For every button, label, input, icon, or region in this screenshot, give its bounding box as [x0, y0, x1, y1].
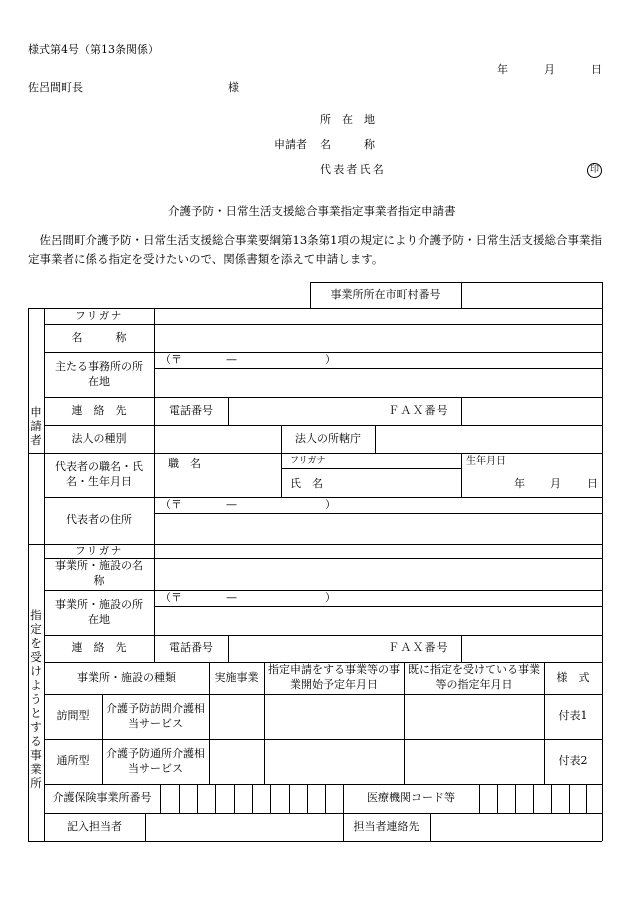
rep-address-field[interactable] [154, 513, 602, 544]
office-address-label: 主たる事務所の所在地 [55, 359, 143, 388]
applicant-rep-label: 代表者氏名 [320, 163, 386, 176]
applicant-role-label: 申請者 [274, 138, 307, 151]
style-header: 様 式 [556, 670, 590, 684]
body-text: 佐呂間町介護予防・日常生活支援総合事業要綱第13条第1項の規定により介護予防・日常生活支援総合事業指定事業者に係る指定を受けたいので、関係書類を添えて申請します。 [28, 233, 602, 266]
facility-postal-field[interactable]: （〒 — ） [160, 590, 336, 604]
recorder-label: 記入担当者 [67, 819, 122, 833]
existing-date-header: 既に指定を受けている事業等の指定年月日 [408, 663, 540, 691]
facility-tel-field[interactable] [228, 635, 376, 662]
applicant-address-label: 所 在 地 [320, 113, 375, 126]
row1-impl-field[interactable] [209, 694, 264, 739]
row2-impl-field[interactable] [209, 739, 264, 784]
rep-title-field[interactable] [154, 468, 281, 497]
row2-existing-date-field[interactable] [404, 739, 544, 784]
row2-service: 介護予防通所介護相当サービス [106, 746, 205, 775]
facility-furigana-label: フリガナ [75, 544, 123, 557]
seal-mark: 印 [587, 163, 602, 178]
applicant-name-row-label: 名 称 [71, 330, 127, 344]
birth-year-label: 年 [514, 477, 525, 490]
addressee-name: 佐呂間町長 [28, 81, 83, 94]
facility-tel-label: 電話番号 [169, 641, 213, 655]
rep-address-label: 代表者の住所 [66, 513, 132, 527]
date-month-label: 月 [544, 63, 555, 76]
muni-number-field[interactable] [461, 282, 602, 308]
medical-code-label: 医療機関コード等 [367, 791, 455, 805]
facility-type-header: 事業所・施設の種類 [77, 670, 176, 684]
muni-number-label: 事業所所在市町村番号 [330, 287, 441, 301]
facility-name-label: 事業所・施設の名称 [55, 559, 143, 587]
row1-style: 付表1 [558, 709, 588, 723]
row2-style: 付表2 [558, 754, 588, 768]
rep-name-label: 氏 名 [290, 477, 323, 490]
office-postal-field[interactable]: （〒 — ） [160, 352, 336, 366]
section-applicant-label: 申請者 [30, 405, 42, 448]
rep-postal-field[interactable]: （〒 — ） [160, 497, 336, 511]
facility-address-label: 事業所・施設の所在地 [55, 597, 143, 626]
row1-category: 訪問型 [56, 709, 90, 723]
birth-label: 生年月日 [466, 456, 506, 467]
row1-service: 介護予防訪問介護相当サービス [106, 701, 205, 730]
contact-person-label: 担当者連絡先 [353, 819, 420, 833]
rep-name-field[interactable] [340, 468, 461, 497]
applicant-name-label: 名 称 [320, 138, 375, 151]
insurance-no-label: 介護保険事業所番号 [52, 791, 152, 805]
applicant-tel-field[interactable] [228, 397, 376, 425]
row2-start-date-field[interactable] [264, 739, 404, 784]
row1-existing-date-field[interactable] [404, 694, 544, 739]
applicant-tel-label: 電話番号 [169, 403, 213, 417]
rep-title-label: 職 名 [168, 457, 201, 470]
contact-person-field[interactable] [430, 813, 602, 841]
facility-fax-label: ＦＡＸ番号 [388, 641, 449, 655]
birth-day-label: 日 [587, 477, 598, 490]
impl-header: 実施事業 [214, 670, 259, 684]
corp-type-field[interactable] [154, 425, 281, 453]
corp-type-label: 法人の種別 [71, 431, 127, 445]
facility-address-field[interactable] [154, 606, 602, 635]
jurisdiction-field[interactable] [375, 425, 602, 453]
facility-fax-field[interactable] [461, 635, 602, 662]
form-number: 様式第4号（第13条関係） [28, 43, 159, 56]
insurance-no-field[interactable] [160, 784, 343, 813]
document-title: 介護予防・日常生活支援総合事業指定事業者指定申請書 [168, 204, 456, 218]
recorder-field[interactable] [145, 813, 343, 841]
section-facility-label: 指定を受けようとする事業所 [30, 608, 42, 791]
facility-furigana-field[interactable] [154, 544, 602, 558]
rep-furigana-label: フリガナ [290, 456, 326, 466]
facility-name-field[interactable] [154, 558, 602, 590]
applicant-contact-label: 連 絡 先 [71, 403, 127, 417]
rep-info-label: 代表者の職名・氏名・生年月日 [55, 460, 143, 488]
start-date-header: 指定申請をする事業等の事業開始予定年月日 [268, 663, 400, 691]
addressee-honorific: 様 [228, 81, 239, 94]
date-day-label: 日 [591, 63, 602, 76]
applicant-name-field[interactable] [154, 324, 602, 352]
jurisdiction-label: 法人の所轄庁 [295, 431, 361, 445]
applicant-furigana-label: フリガナ [75, 309, 123, 322]
applicant-fax-field[interactable] [461, 397, 602, 425]
row2-category: 通所型 [56, 754, 90, 768]
row1-start-date-field[interactable] [264, 694, 404, 739]
date-year-label: 年 [497, 63, 508, 76]
birth-month-label: 月 [550, 477, 561, 490]
medical-code-field[interactable] [479, 784, 602, 813]
applicant-furigana-field[interactable] [154, 308, 602, 324]
office-address-field[interactable] [154, 368, 602, 397]
applicant-fax-label: ＦＡＸ番号 [388, 403, 449, 417]
facility-contact-label: 連 絡 先 [71, 641, 127, 655]
